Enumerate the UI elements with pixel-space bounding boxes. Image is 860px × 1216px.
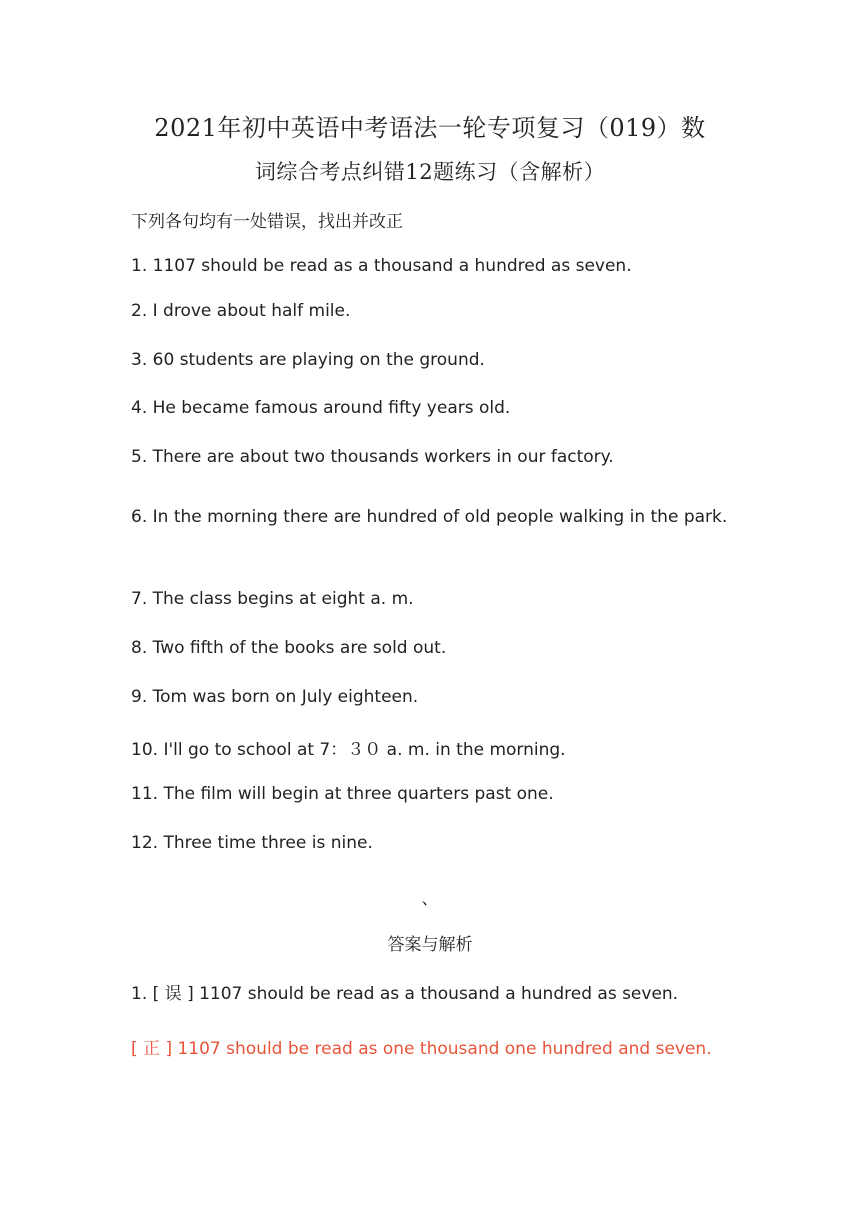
question-8: 8. Two fifth of the books are sold out. — [131, 638, 447, 658]
answer-1-wrong: 1. [ 误 ] 1107 should be read as a thousand a hundred as seven. — [131, 984, 679, 1004]
question-2: 2. I drove about half mile. — [131, 301, 351, 321]
document-title-line-1: 2021年初中英语中考语法一轮专项复习（019）数 — [154, 114, 706, 142]
instruction-text: 下列各句均有一处错误，找出并改正 — [131, 212, 403, 232]
question-6: 6. In the morning there are hundred of old people walking in the park. — [131, 507, 728, 527]
question-4: 4. He became famous around fifty years old. — [131, 398, 511, 418]
question-10: 10. I'll go to school at 7：３０ a. m. in the morning. — [131, 740, 566, 760]
question-9: 9. Tom was born on July eighteen. — [131, 687, 419, 707]
answers-heading: 答案与解析 — [387, 935, 473, 955]
answer-1-correction: [ 正 ] 1107 should be read as one thousand one hundred and seven. — [131, 1039, 712, 1059]
question-7: 7. The class begins at eight a. m. — [131, 589, 414, 609]
document-title-line-2: 词综合考点纠错12题练习（含解析） — [254, 160, 606, 184]
question-11: 11. The film will begin at three quarters past one. — [131, 784, 554, 804]
separator-mark: 、 — [421, 889, 439, 909]
question-5: 5. There are about two thousands workers in our factory. — [131, 447, 614, 467]
question-1: 1. 1107 should be read as a thousand a hundred as seven. — [131, 256, 632, 276]
question-12: 12. Three time three is nine. — [131, 833, 373, 853]
question-3: 3. 60 students are playing on the ground. — [131, 350, 485, 370]
